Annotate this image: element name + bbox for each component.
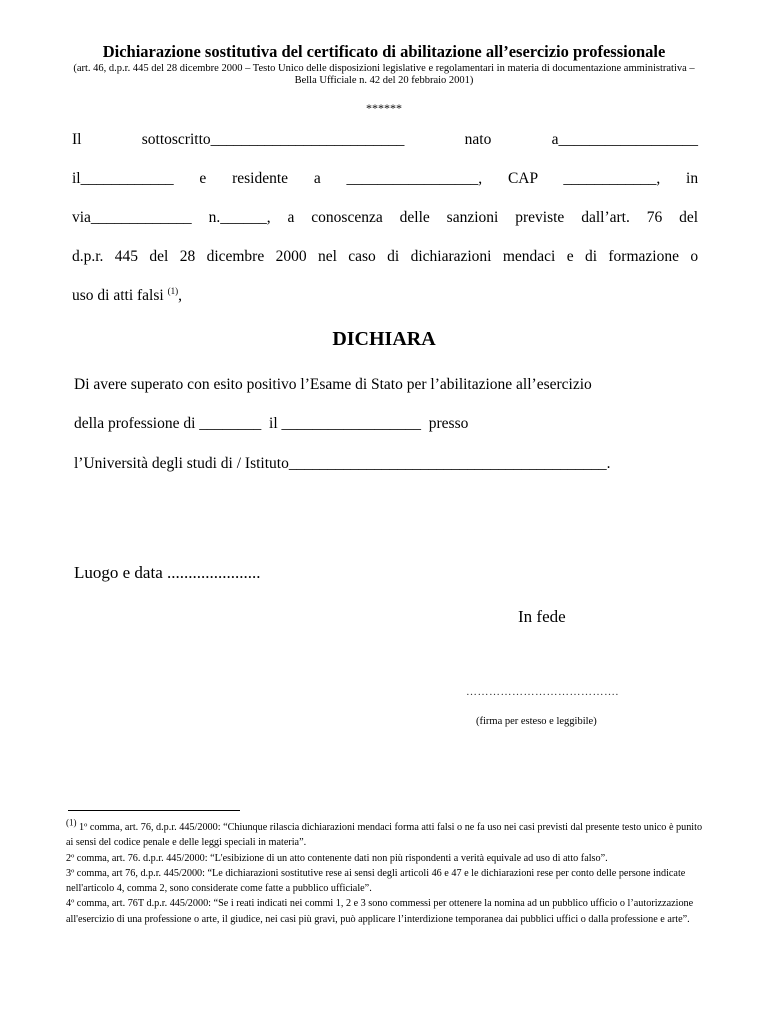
dichiara-heading: DICHIARA: [332, 328, 436, 350]
footnote-2: 2º comma, art. 76. d.p.r. 445/2000: “L'esibizione di un atto contenente dati non più rispondenti a verità equivale ad uso di atto falso”.: [66, 852, 608, 864]
place-date-field: Luogo e data ......................: [74, 563, 261, 582]
separator-stars: ******: [366, 101, 402, 115]
footnote-divider: [68, 810, 240, 811]
intro-line-4: d.p.r. 445 del 28 dicembre 2000 nel caso di dichiarazioni mendaci e di formazione o: [72, 248, 699, 265]
intro-line-1: Il sottoscritto_________________________ nato a__________________: [72, 131, 699, 148]
declaration-line-3: l’Università degli studi di / Istituto_________________________________________.: [74, 455, 611, 472]
intro-line-3: via_____________ n.______, a conoscenza delle sanzioni previste dall’art. 76 del: [72, 209, 699, 226]
document-title: Dichiarazione sostitutiva del certificato di abilitazione all’esercizio professionale: [102, 42, 666, 61]
intro-line-5: uso di atti falsi $^{(1)}$,: [72, 285, 182, 304]
footnote-3: 3º comma, art 76, d.p.r. 445/2000: “Le dichiarazioni sostitutive rese ai sensi degli articoli 46 e 47 e le dichiarazioni rese per conto delle persone indicate nell'articolo 4, comma 2, sono considerate come fatte a pubblico ufficiale”.: [66, 867, 686, 895]
footnotes: [66, 817, 706, 927]
footnote-4: 4º comma, art. 76T d.p.r. 445/2000: “Se i reati indicati nei commi 1, 2 e 3 sono commessi per ottenere la nomina ad un pubblico ufficio o l’autorizzazione all'esercizio di una professione o arte, il giudice, nei casi più gravi, può applicare l’interdizione temporanea dai pubblici uffici o dalla professione e arte”.: [66, 898, 694, 925]
intro-line-2: il____________ e residente a _________________, CAP ____________, in: [72, 170, 699, 187]
signature-line: ………………………………….: [466, 686, 619, 698]
declaration-line-2: della professione di ________ il __________________ presso: [74, 415, 469, 432]
in-fede-label: In fede: [518, 607, 566, 626]
document-subtitle: (art. 46, d.p.r. 445 del 28 dicembre 2000 – Testo Unico delle disposizioni legislative e regolamentari in materia di documentazione amministrativa – Bella Ufficiale n. 42 del 20 febbraio 2001): [73, 63, 695, 86]
footnote-1: $^{(1)}$ 1º comma, art. 76, d.p.r. 445/2000: “Chiunque rilascia dichiarazioni mendaci forma atti falsi o ne fa uso nei casi previsti dal presente testo unico è punito ai sensi del codice penale e delle leggi speciali in materia”.: [66, 817, 703, 849]
signature-caption: (firma per esteso e leggibile): [476, 716, 597, 727]
declaration-line-1: Di avere superato con esito positivo l’Esame di Stato per l’abilitazione all’esercizio: [74, 376, 592, 393]
footnote-ref: (1): [167, 285, 179, 296]
